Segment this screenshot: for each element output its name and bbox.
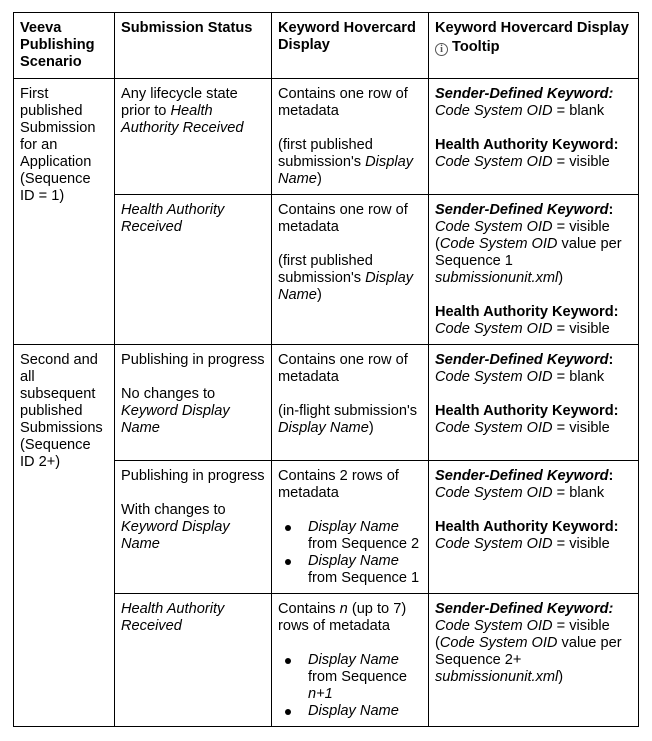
ha-keyword-label: Health Authority Keyword: (435, 137, 619, 153)
sender-keyword-label: Sender-Defined Keyword: (435, 86, 614, 102)
display-cell: Contains one row of metadata (first published submission's Display Name) (272, 79, 429, 195)
display-cell: Contains one row of metadata (first published submission's Display Name) (272, 195, 429, 345)
header-submission-status: Submission Status (115, 13, 272, 79)
scenario-cell-subsequent: Second and all subsequent published Submissions (Sequence ID 2+) (14, 345, 115, 727)
list-item: Display Name from Sequence 2 (308, 519, 422, 553)
header-hovercard-display: Keyword Hovercard Display (272, 13, 429, 79)
display-cell: Contains one row of metadata (in-flight submission's Display Name) (272, 345, 429, 461)
status-cell: Publishing in progress No changes to Keyword Display Name (115, 345, 272, 461)
header-tooltip-label: Tooltip (452, 39, 500, 55)
list-item: Display Name from Sequence n+1 (308, 652, 422, 703)
status-cell: Health Authority Received (115, 594, 272, 727)
header-hovercard-tooltip (429, 13, 639, 79)
header-row (14, 13, 639, 79)
ha-keyword-label: Health Authority Keyword: (435, 519, 619, 535)
tooltip-cell: Sender-Defined Keyword: Code System OID = blank Health Authority Keyword: Code System OID = visible (429, 461, 639, 594)
info-icon[interactable]: i (435, 43, 448, 56)
status-cell: Health Authority Received (115, 195, 272, 345)
tooltip-cell: Sender-Defined Keyword: Code System OID = visible (Code System OID value per Sequence 1 submissionunit.xml) Health Authority Keyword: Code System OID = visible (429, 195, 639, 345)
sender-keyword-label: Sender-Defined Keyword (435, 202, 609, 218)
status-cell: Publishing in progress With changes to Keyword Display Name (115, 461, 272, 594)
header-scenario: Veeva Publishing Scenario (14, 13, 115, 79)
tooltip-cell: Sender-Defined Keyword: Code System OID = visible (Code System OID value per Sequence 2+ submissionunit.xml) (429, 594, 639, 727)
table-row (14, 79, 639, 195)
header-tooltip-title: Keyword Hovercard Display (435, 20, 629, 36)
display-name-list (278, 519, 422, 587)
scenario-cell-first: First published Submission for an Application (Sequence ID = 1) (14, 79, 115, 345)
display-cell: Contains 2 rows of metadata Display Name from Sequence 2 Display Name from Sequence 1 (272, 461, 429, 594)
list-item: Display Name from Sequence 1 (308, 553, 422, 587)
table-row (14, 345, 639, 461)
sender-keyword-label: Sender-Defined Keyword (435, 468, 609, 484)
list-item: Display Name (308, 703, 422, 720)
sender-keyword-label: Sender-Defined Keyword: (435, 601, 614, 617)
tooltip-cell: Sender-Defined Keyword: Code System OID = blank Health Authority Keyword: Code System OID = visible (429, 345, 639, 461)
tooltip-cell: Sender-Defined Keyword: Code System OID = blank Health Authority Keyword: Code System OID = visible (429, 79, 639, 195)
scenario-table (13, 12, 639, 727)
display-name-list (278, 652, 422, 720)
ha-keyword-label: Health Authority Keyword: (435, 304, 619, 320)
status-cell: Any lifecycle state prior to Health Authority Received (115, 79, 272, 195)
display-cell: Contains n (up to 7) rows of metadata Display Name from Sequence n+1 Display Name (272, 594, 429, 727)
ha-keyword-label: Health Authority Keyword: (435, 403, 619, 419)
sender-keyword-label: Sender-Defined Keyword (435, 352, 609, 368)
